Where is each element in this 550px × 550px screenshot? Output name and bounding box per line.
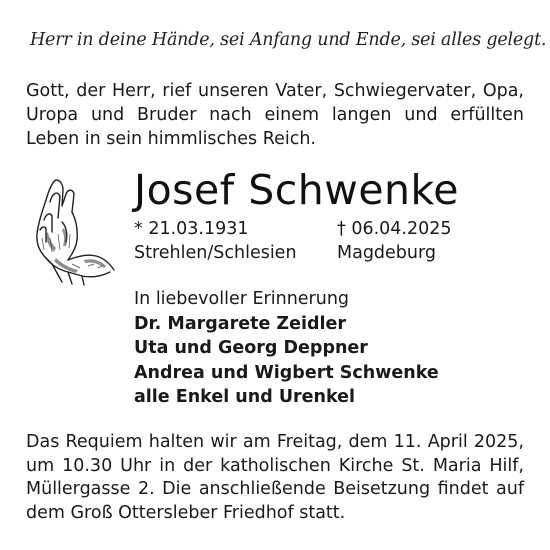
birth-info [134,217,297,265]
mourners-heading: In liebevoller Erinnerung [134,289,350,309]
requiem-line: dem Groß Ottersleber Friedhof statt. [26,502,346,523]
requiem-text [26,431,524,525]
mourner-name: Uta und Georg Deppner [134,338,368,358]
intro-line: Uropa und Bruder nach einem langen und erfüllten [26,105,524,125]
mourner-name: Dr. Margarete Zeidler [134,313,346,334]
intro-line: Gott, der Herr, rief unseren Vater, Schwiegervater, Opa, [26,81,524,101]
death-place: Magdeburg [337,243,437,263]
requiem-line: Müllergasse 2. Die anschließende Beisetzung findet auf [26,479,524,499]
death-info [337,217,452,265]
motto: Herr in deine Hände, sei Anfang und Ende, sei alles gelegt. [30,30,547,50]
praying-hands-icon [22,172,126,286]
requiem-line: um 10.30 Uhr in der katholischen Kirche St. Maria Hilf, [26,455,524,476]
birth-place: Strehlen/Schlesien [134,243,297,263]
death-date: † 06.04.2025 [337,219,452,239]
mourner-name: alle Enkel und Urenkel [134,387,356,407]
mourner-name: Andrea und Wigbert Schwenke [134,362,439,383]
deceased-name: Josef Schwenke [134,166,460,214]
birth-date: * 21.03.1931 [134,219,249,239]
requiem-line: Das Requiem halten wir am Freitag, dem 11. April 2025, [26,432,524,452]
intro-line: Leben in sein himmlisches Reich. [26,129,316,149]
mourners-block [134,287,439,410]
intro-text [26,79,524,151]
